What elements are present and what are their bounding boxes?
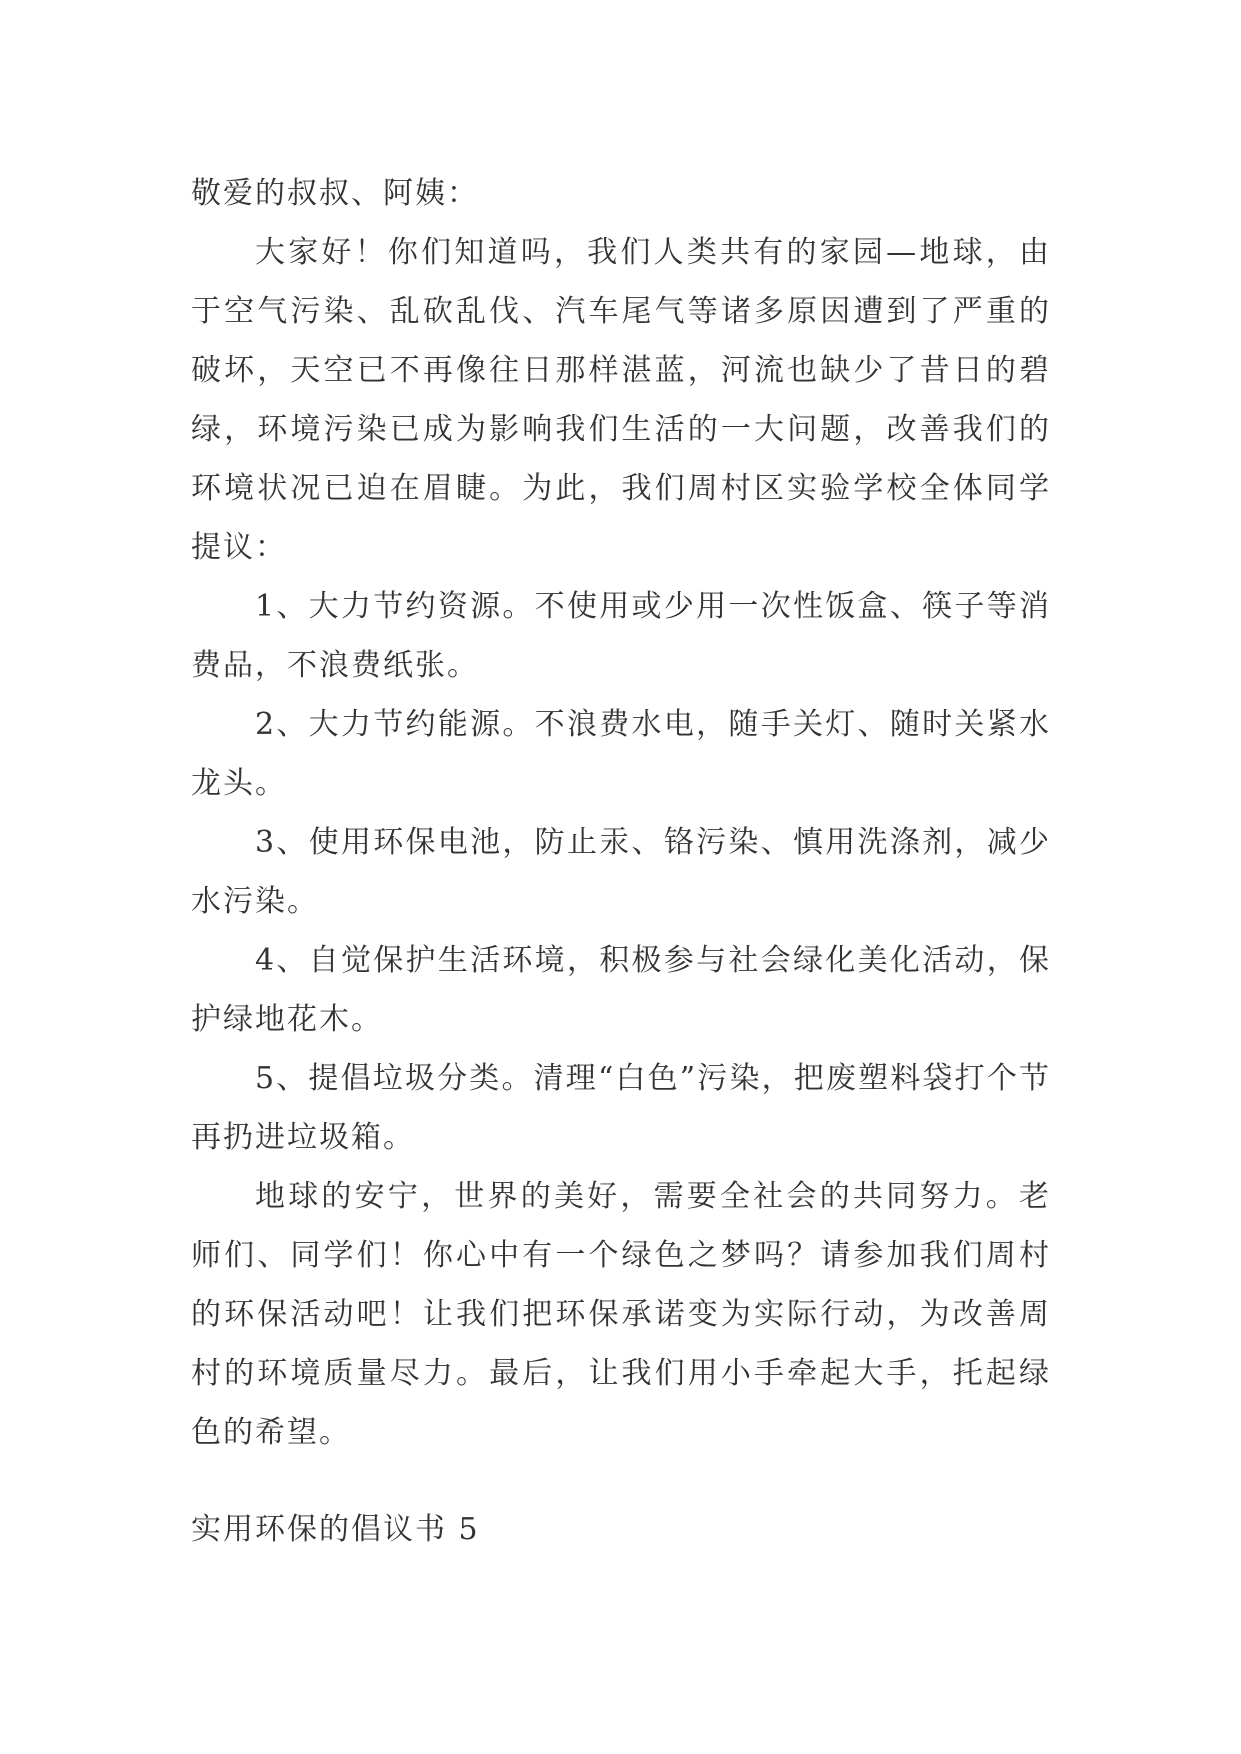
paragraph-closing: 地球的安宁，世界的美好，需要全社会的共同努力。老师们、同学们！你心中有一个绿色之梦吗？请参加我们周村的环保活动吧！让我们把环保承诺变为实际行动，为改善周村的环境质量尽力。最后，让我们用小手牵起大手，托起绿色的希望。	[191, 1179, 1051, 1450]
proposal-item-5: 5、提倡垃圾分类。清理“白色”污染，把废塑料袋打个节再扔进垃圾箱。	[191, 1061, 1051, 1155]
proposal-item-3: 3、使用环保电池，防止汞、铬污染、慎用洗涤剂，减少水污染。	[191, 825, 1051, 919]
next-section-title: 实用环保的倡议书 5	[191, 1512, 480, 1547]
proposal-item-1: 1、大力节约资源。不使用或少用一次性饭盒、筷子等消费品，不浪费纸张。	[191, 589, 1051, 683]
letter-body	[191, 164, 1051, 1462]
proposal-item-2: 2、大力节约能源。不浪费水电，随手关灯、随时关紧水龙头。	[191, 707, 1051, 801]
proposal-item-4: 4、自觉保护生活环境，积极参与社会绿化美化活动，保护绿地花木。	[191, 943, 1051, 1037]
letter-greeting: 敬爱的叔叔、阿姨：	[191, 176, 479, 211]
paragraph-intro: 大家好！你们知道吗，我们人类共有的家园—地球，由于空气污染、乱砍乱伐、汽车尾气等诸多原因遭到了严重的破坏，天空已不再像往日那样湛蓝，河流也缺少了昔日的碧绿，环境污染已成为影响我们生活的一大问题，改善我们的环境状况已迫在眉睫。为此，我们周村区实验学校全体同学提议：	[191, 235, 1051, 565]
